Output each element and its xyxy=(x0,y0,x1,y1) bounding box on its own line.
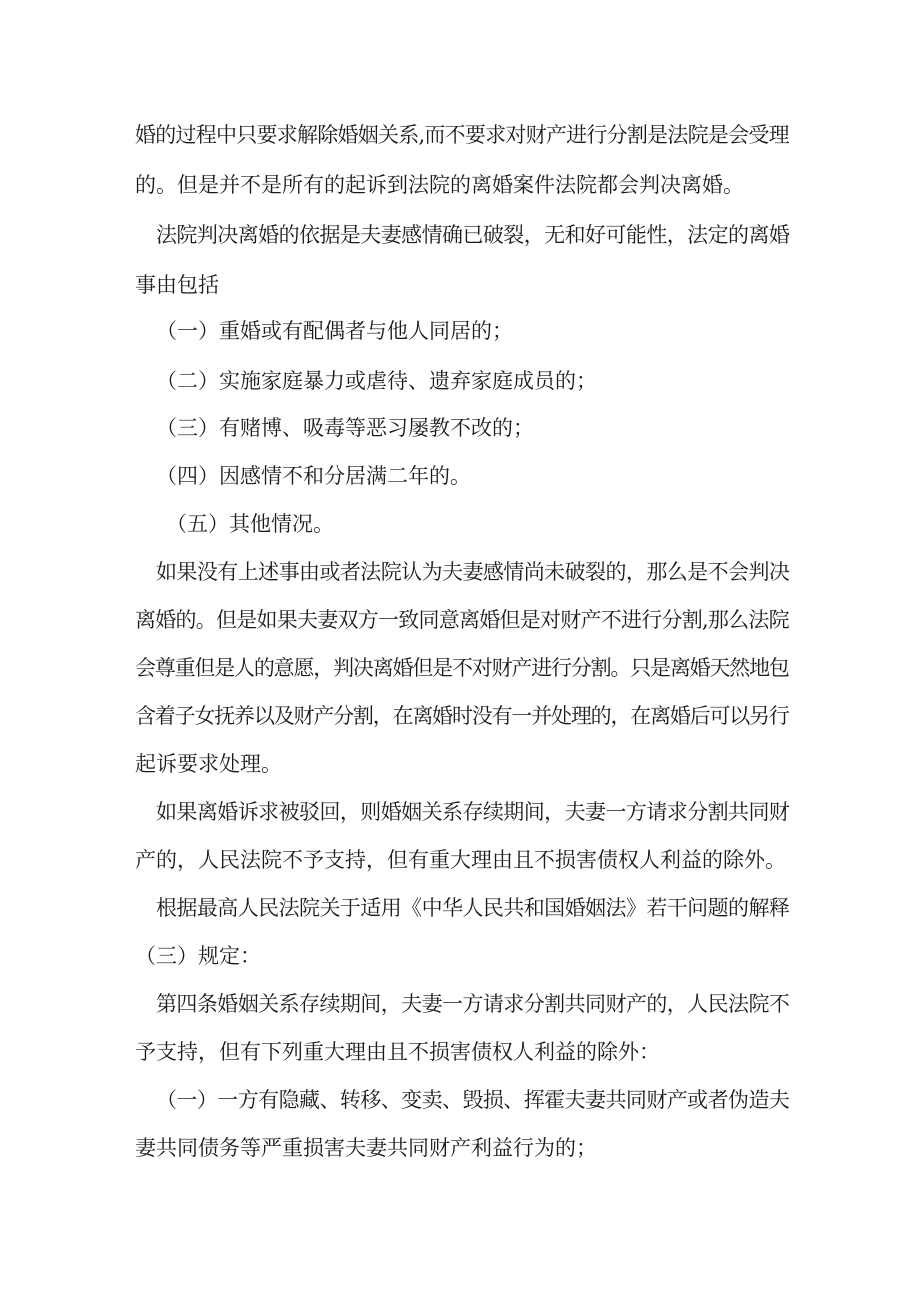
text-line: 予支持，但有下列重大理由且不损害债权人利益的除外： xyxy=(135,1040,660,1064)
text-line: 法院判决离婚的依据是夫妻感情确已破裂，无和好可能性，法定的离婚 xyxy=(156,223,790,247)
text-line: （五）其他情况。 xyxy=(166,512,334,536)
text-line: 含着子女抚养以及财产分割，在离婚时没有一并处理的，在离婚后可以另行 xyxy=(135,704,789,728)
text-line: 离婚的。但是如果夫妻双方一致同意离婚但是对财产不进行分割,那么法院 xyxy=(135,608,789,632)
text-line: 如果没有上述事由或者法院认为夫妻感情尚未破裂的，那么是不会判决 xyxy=(156,560,790,584)
text-line: 第四条婚姻关系存续期间，夫妻一方请求分割共同财产的，人民法院不 xyxy=(156,992,790,1016)
text-line: 的。但是并不是所有的起诉到法院的离婚案件法院都会判决离婚。 xyxy=(135,173,744,197)
text-line: 如果离婚诉求被驳回，则婚姻关系存续期间，夫妻一方请求分割共同财 xyxy=(156,800,790,824)
text-line: （一）一方有隐藏、转移、变卖、毁损、挥霍夫妻共同财产或者伪造夫 xyxy=(156,1088,790,1112)
text-line: 根据最高人民法院关于适用《中华人民共和国婚姻法》若干问题的解释 xyxy=(156,896,790,920)
text-line: 起诉要求处理。 xyxy=(135,752,282,776)
text-line: （三）规定： xyxy=(135,944,261,968)
text-line: 事由包括 xyxy=(135,273,219,297)
text-line: （三）有赌博、吸毒等恶习屡教不改的； xyxy=(156,416,534,440)
text-line: （二）实施家庭暴力或虐待、遗弃家庭成员的； xyxy=(156,369,597,393)
text-line: 产的，人民法院不予支持，但有重大理由且不损害债权人利益的除外。 xyxy=(135,848,786,872)
text-line: （一）重婚或有配偶者与他人同居的； xyxy=(156,319,513,343)
text-line: 妻共同债务等严重损害夫妻共同财产利益行为的； xyxy=(135,1136,597,1160)
text-line: （四）因感情不和分居满二年的。 xyxy=(156,464,471,488)
text-line: 会尊重但是人的意愿，判决离婚但是不对财产进行分割。只是离婚天然地包 xyxy=(135,656,789,680)
text-line: 婚的过程中只要求解除婚姻关系,而不要求对财产进行分割是法院是会受理 xyxy=(135,123,789,147)
